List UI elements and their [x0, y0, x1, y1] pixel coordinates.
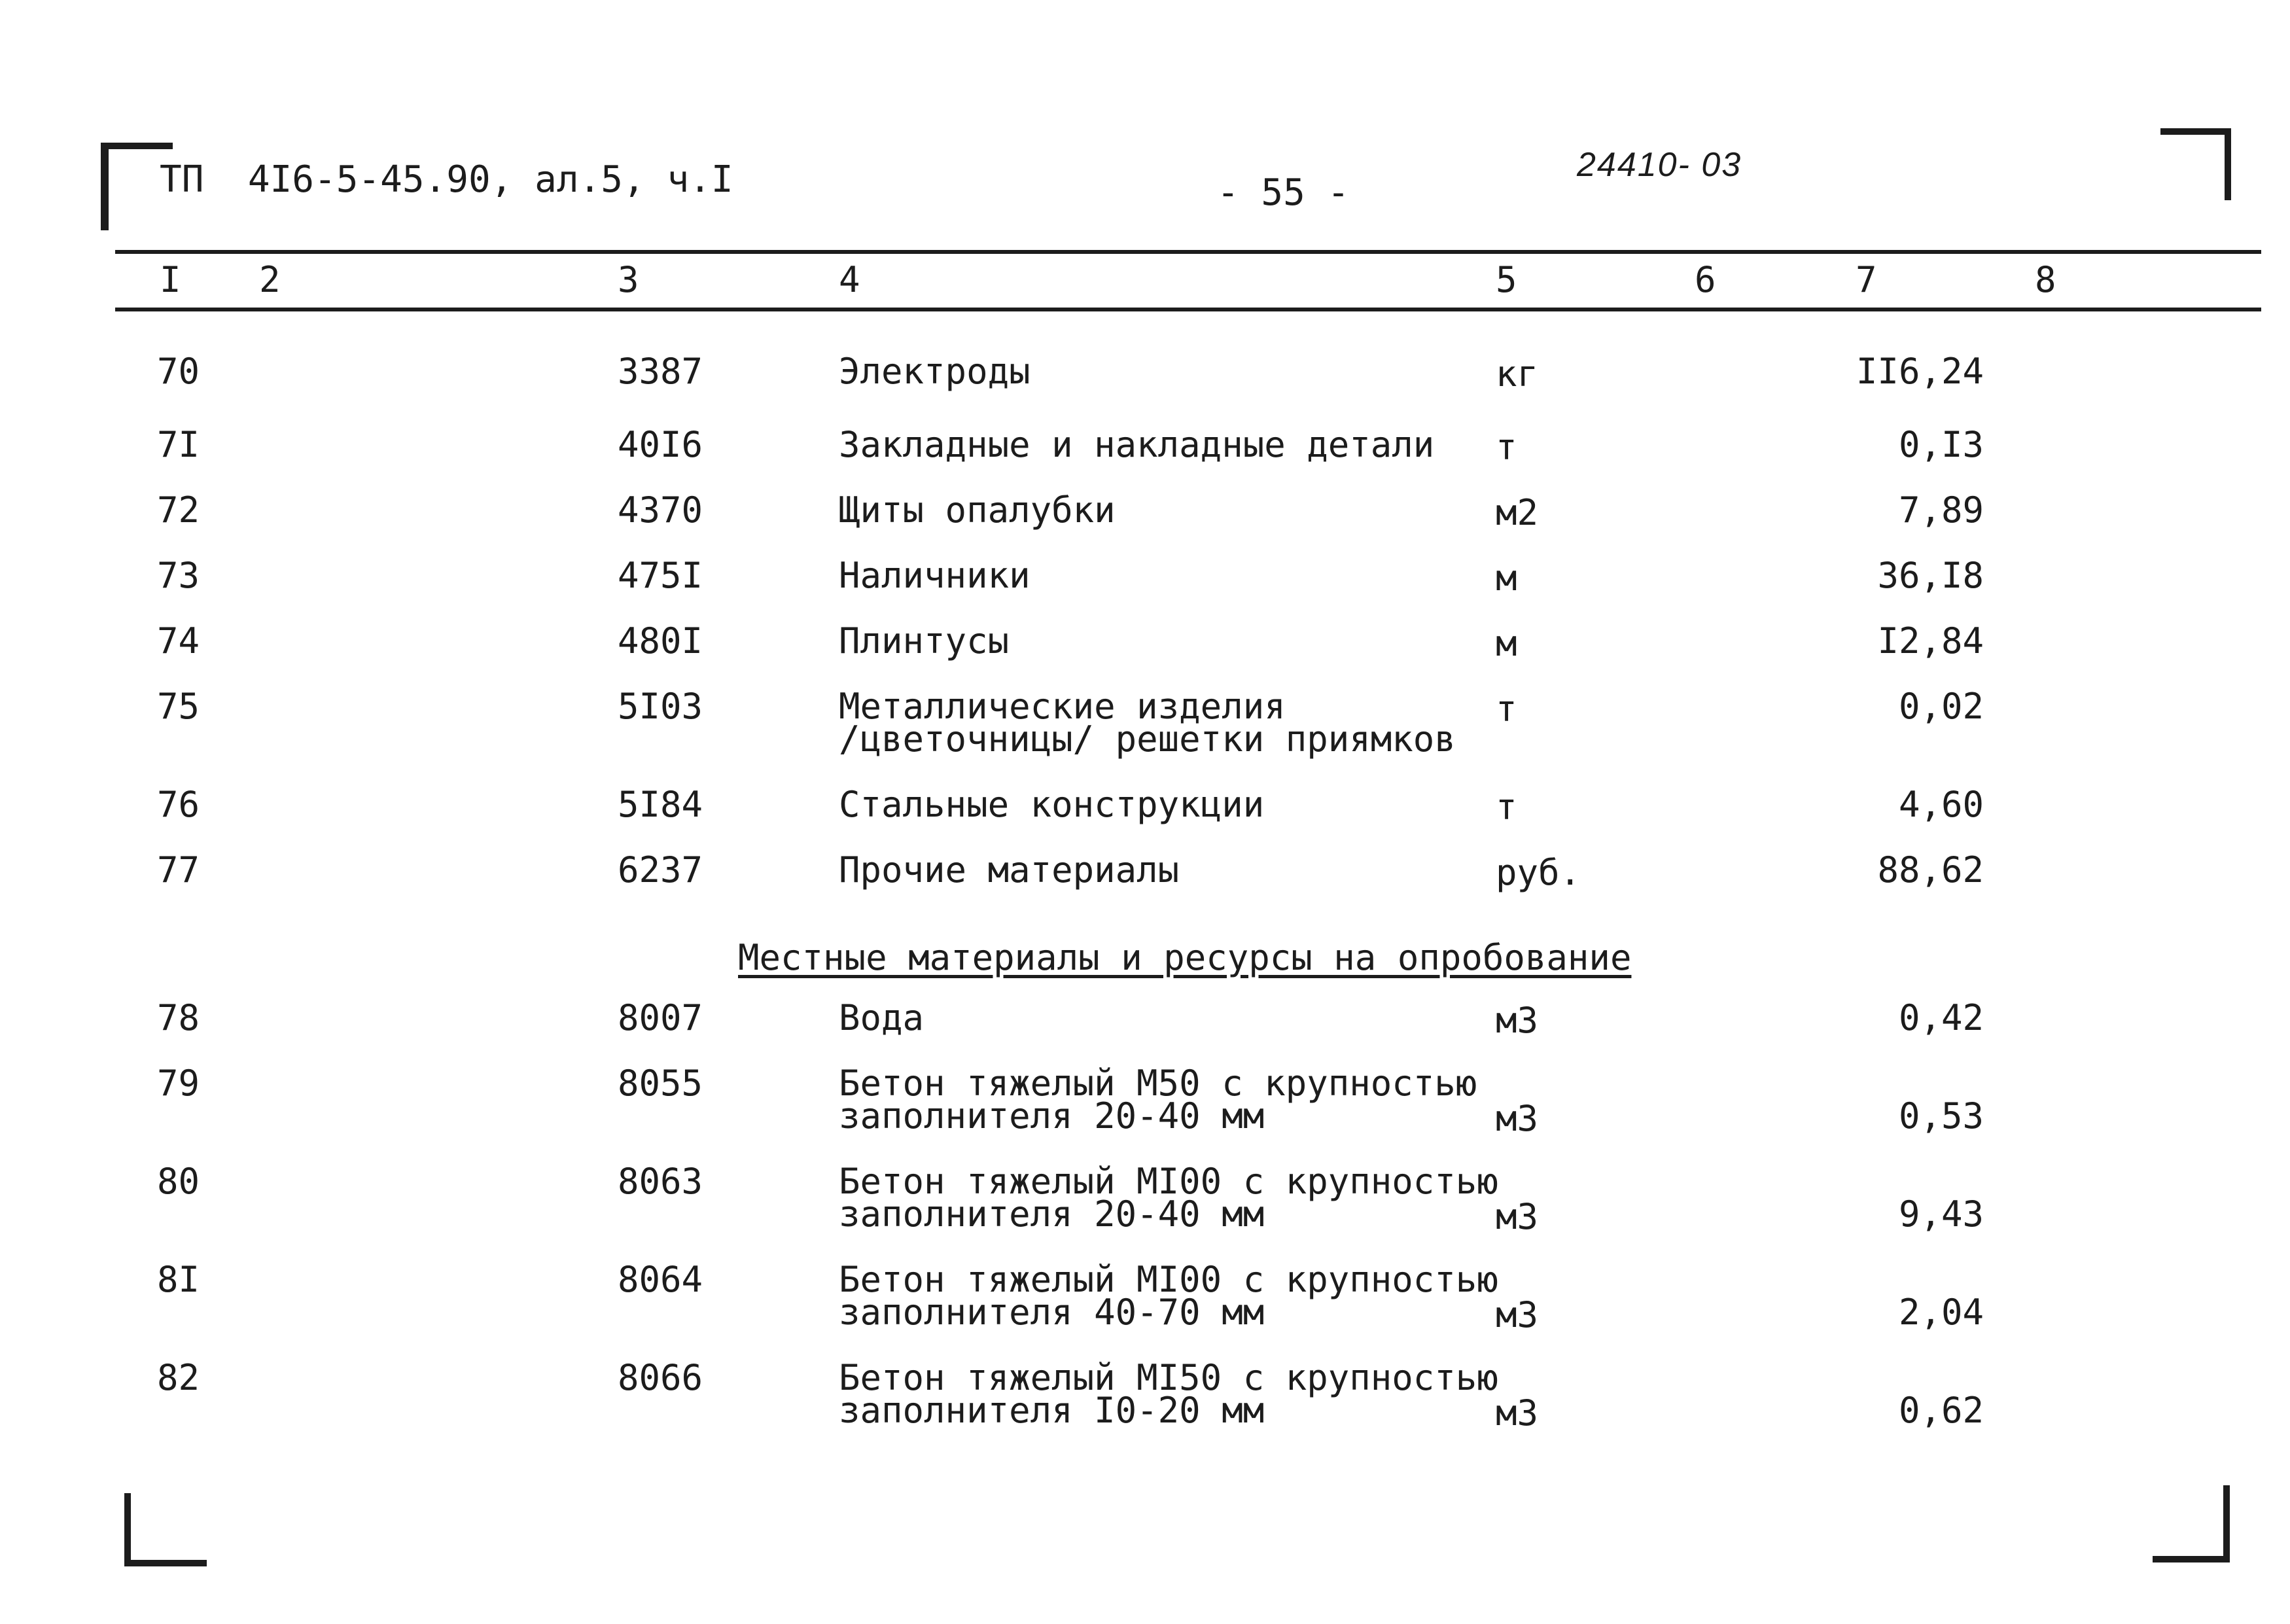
row-number: 72 — [157, 489, 200, 531]
resource-name-continued: заполнителя 20-40 мм — [839, 1095, 1265, 1137]
resource-code: 8063 — [618, 1161, 703, 1202]
resource-code: 5I03 — [618, 686, 703, 727]
column-number: 5 — [1496, 259, 1517, 300]
resource-code: 40I6 — [618, 424, 703, 465]
resource-code: 8064 — [618, 1259, 703, 1300]
table-top-rule — [115, 250, 2261, 254]
resource-code: 6237 — [618, 849, 703, 891]
row-number: 79 — [157, 1063, 200, 1104]
resource-code: 3387 — [618, 351, 703, 392]
resource-name: Закладные и накладные детали — [839, 424, 1435, 465]
quantity: 88,62 — [1877, 849, 1984, 891]
resource-code: 4370 — [618, 489, 703, 531]
unit: т — [1496, 688, 1517, 730]
quantity: 0,02 — [1898, 686, 1984, 727]
row-number: 75 — [157, 686, 200, 727]
quantity: 9,43 — [1898, 1193, 1984, 1235]
resource-name: Бетон тяжелый МI00 с крупностью — [839, 1259, 1498, 1300]
resource-name: Бетон тяжелый МI00 с крупностью — [839, 1161, 1498, 1202]
quantity: II6,24 — [1856, 351, 1984, 392]
row-number: 70 — [157, 351, 200, 392]
column-number: 4 — [839, 259, 860, 300]
quantity: I2,84 — [1877, 620, 1984, 662]
resource-name: Наличники — [839, 555, 1030, 596]
resource-code: 8007 — [618, 997, 703, 1038]
row-number: 77 — [157, 849, 200, 891]
resource-name: Щиты опалубки — [839, 489, 1116, 531]
column-number: 7 — [1856, 259, 1877, 300]
resource-name-continued: заполнителя 20-40 мм — [839, 1193, 1265, 1235]
row-number: 73 — [157, 555, 200, 596]
resource-code: 480I — [618, 620, 703, 662]
unit: м3 — [1496, 1294, 1539, 1335]
unit: м — [1496, 557, 1517, 599]
column-number: 3 — [618, 259, 639, 300]
quantity: 7,89 — [1898, 489, 1984, 531]
row-number: 78 — [157, 997, 200, 1038]
row-number: 74 — [157, 620, 200, 662]
resource-code: 475I — [618, 555, 703, 596]
resource-name: Стальные конструкции — [839, 784, 1265, 825]
unit: м3 — [1496, 1098, 1539, 1139]
column-number: 8 — [2035, 259, 2056, 300]
resource-name: Бетон тяжелый М50 с крупностью — [839, 1063, 1477, 1104]
archive-number: 24410- 03 — [1577, 146, 1742, 184]
unit: т — [1496, 427, 1517, 468]
row-number: 8I — [157, 1259, 200, 1300]
quantity: 0,I3 — [1898, 424, 1984, 465]
unit: кг — [1496, 353, 1539, 395]
resource-name-continued: /цветочницы/ решетки приямков — [839, 718, 1456, 760]
document-code: ТП 4I6-5-45.90, ал.5, ч.I — [160, 158, 733, 201]
section-title: Местные материалы и ресурсы на опробование — [738, 937, 1632, 978]
resource-code: 5I84 — [618, 784, 703, 825]
unit: м3 — [1496, 1000, 1539, 1041]
row-number: 80 — [157, 1161, 200, 1202]
unit: м3 — [1496, 1196, 1539, 1237]
unit: м — [1496, 623, 1517, 664]
column-number: 2 — [259, 259, 281, 300]
column-number: 6 — [1695, 259, 1716, 300]
resource-name-continued: заполнителя 40-70 мм — [839, 1292, 1265, 1333]
resource-name: Металлические изделия — [839, 686, 1286, 727]
quantity: 0,53 — [1898, 1095, 1984, 1137]
unit: м3 — [1496, 1392, 1539, 1434]
resource-name: Плинтусы — [839, 620, 1010, 662]
resource-name: Вода — [839, 997, 925, 1038]
row-number: 82 — [157, 1357, 200, 1398]
row-number: 76 — [157, 784, 200, 825]
unit: т — [1496, 786, 1517, 828]
unit: м2 — [1496, 492, 1539, 533]
row-number: 7I — [157, 424, 200, 465]
resource-name-continued: заполнителя I0-20 мм — [839, 1390, 1265, 1431]
quantity: 2,04 — [1898, 1292, 1984, 1333]
quantity: 0,62 — [1898, 1390, 1984, 1431]
unit: руб. — [1496, 852, 1581, 893]
quantity: 0,42 — [1898, 997, 1984, 1038]
resource-name: Прочие материалы — [839, 849, 1180, 891]
resource-name: Электроды — [839, 351, 1030, 392]
resource-code: 8066 — [618, 1357, 703, 1398]
column-number: I — [160, 259, 181, 300]
resource-name: Бетон тяжелый МI50 с крупностью — [839, 1357, 1498, 1398]
quantity: 4,60 — [1898, 784, 1984, 825]
page-number: - 55 - — [1217, 171, 1350, 214]
table-header-rule — [115, 308, 2261, 311]
resource-code: 8055 — [618, 1063, 703, 1104]
quantity: 36,I8 — [1877, 555, 1984, 596]
